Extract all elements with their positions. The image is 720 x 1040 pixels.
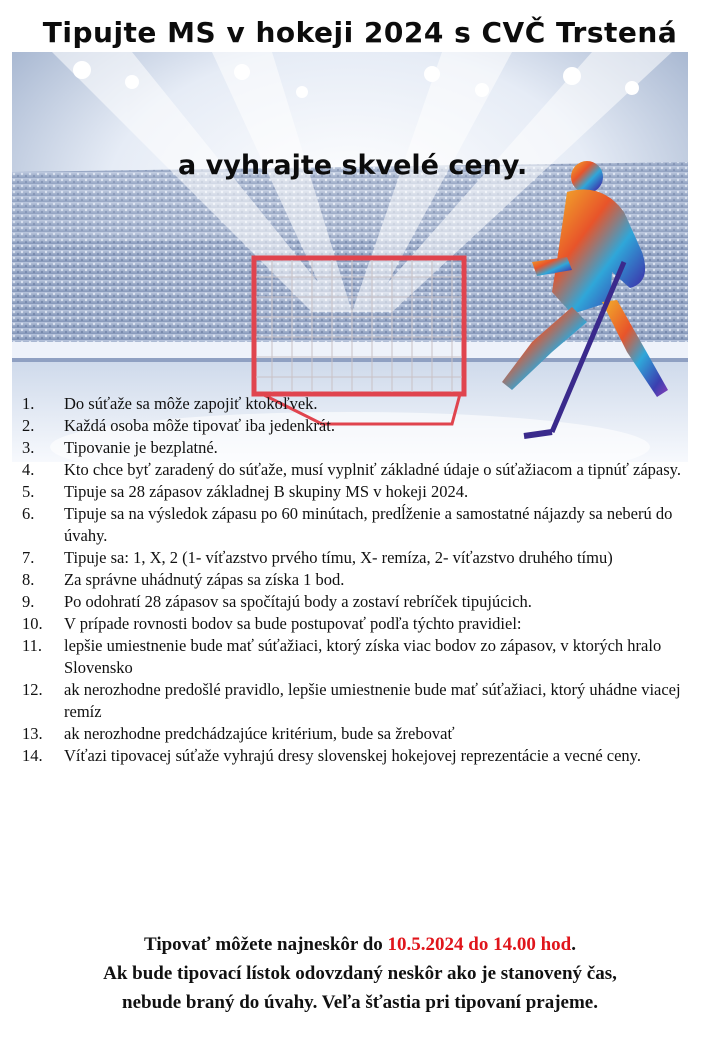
list-item [22,437,702,459]
list-item-text: Po odohratí 28 zápasov sa spočítajú body a zostaví rebríček tipujúcich. [64,592,532,611]
subtitle: a vyhrajte skvelé ceny. [178,150,528,181]
list-item [22,459,702,481]
list-item-text: Každá osoba môže tipovať iba jedenkrát. [64,416,335,435]
deadline-line [0,930,720,959]
list-item-text: lepšie umiestnenie bude mať súťažiaci, ktorý získa viac bodov zo zápasov, v ktorých hralo Slovensko [64,636,662,677]
footer-notice [0,930,720,1017]
list-item-text: Víťazi tipovacej súťaže vyhrajú dresy slovenskej hokejovej reprezentácie a vecné ceny. [64,746,641,765]
list-item [22,393,702,415]
deadline-suffix: . [571,934,576,955]
list-item-number: 2. [22,416,35,435]
list-item-number: 9. [22,592,35,611]
list-item [22,481,702,503]
deadline-date: 10.5.2024 do 14.00 hod [387,934,572,955]
list-item-text: Tipuje sa 28 zápasov základnej B skupiny MS v hokeji 2024. [64,482,469,501]
list-item [22,569,702,591]
good-luck-line: nebude braný do úvahy. Veľa šťastia pri tipovaní prajeme. [122,992,598,1013]
list-item [22,503,702,547]
rules-list [22,393,702,767]
late-submission-line: Ak bude tipovací lístok odovzdaný neskôr ako je stanovený čas, [103,963,617,984]
list-item [22,723,702,745]
list-item-number: 14. [22,746,43,765]
list-item-number: 13. [22,724,43,743]
list-item-text: Kto chce byť zaradený do súťaže, musí vyplniť základné údaje o súťažiacom a tipnúť zápasy. [64,460,681,479]
list-item-number: 1. [22,394,35,413]
list-item-text: Tipuje sa: 1, X, 2 (1- víťazstvo prvého tímu, X- remíza, 2- víťazstvo druhého tímu) [64,548,613,567]
list-item-text: Tipovanie je bezplatné. [64,438,218,457]
list-item-number: 12. [22,680,43,699]
list-item-number: 4. [22,460,35,479]
list-item-number: 11. [22,636,43,655]
list-item [22,613,702,635]
list-item [22,745,702,767]
list-item-text: ak nerozhodne predchádzajúce kritérium, bude sa žrebovať [64,724,455,743]
list-item-number: 8. [22,570,35,589]
list-item-number: 5. [22,482,35,501]
list-item-text: V prípade rovnosti bodov sa bude postupovať podľa týchto pravidiel: [64,614,522,633]
list-item [22,415,702,437]
list-item [22,547,702,569]
list-item [22,679,702,723]
list-item-number: 3. [22,438,35,457]
list-item [22,635,702,679]
list-item [22,591,702,613]
list-item-text: Tipuje sa na výsledok zápasu po 60 minútach, predĺženie a samostatné nájazdy sa neberú do úvahy. [64,504,673,545]
list-item-number: 10. [22,614,43,633]
list-item-number: 7. [22,548,35,567]
list-item-text: ak nerozhodne predošlé pravidlo, lepšie umiestnenie bude mať súťažiaci, ktorý uhádne viacej remíz [64,680,681,721]
list-item-text: Do súťaže sa môže zapojiť ktokoľvek. [64,394,318,413]
list-item-text: Za správne uhádnutý zápas sa získa 1 bod. [64,570,345,589]
page-title: Tipujte MS v hokeji 2024 s CVČ Trstená [42,16,678,49]
list-item-number: 6. [22,504,35,523]
deadline-prefix: Tipovať môžete najneskôr do [144,934,383,955]
